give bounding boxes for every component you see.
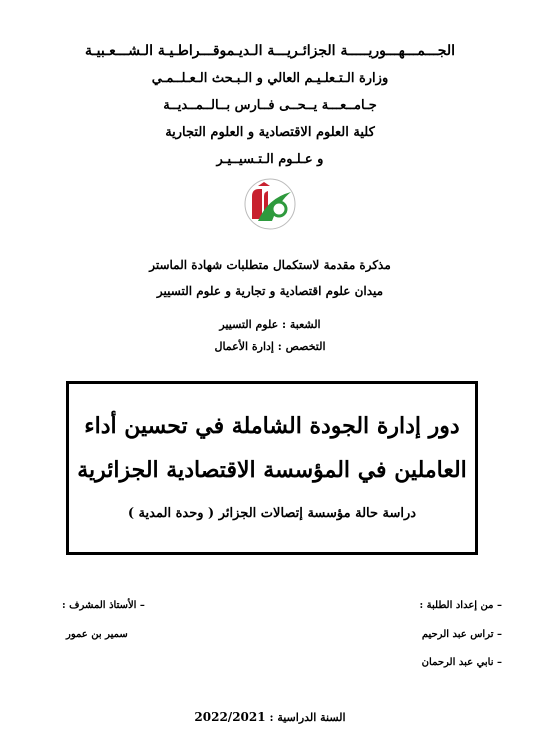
memo-branch: الشعبة : علوم التسيير — [219, 318, 321, 331]
academic-year-value: 2022/2021 — [194, 710, 266, 724]
memo-field: ميدان علوم اقتصادية و تجارية و علوم التسيير — [156, 284, 384, 298]
republic-line: الجـــمـــهـــوريـــــة الجزائـريـــة الـديـموقـــراطـيـة الـشـــعـبيـة — [85, 43, 455, 59]
memo-specialty: التخصص : إدارة الأعمال — [214, 340, 326, 353]
supervisor-name: سمير بن عمور — [66, 629, 128, 640]
ministry-line: وزارة الـتـعلـيـم العالي و الـبـحث الـعـلــمـي — [151, 71, 389, 86]
institution-header — [0, 38, 540, 173]
thesis-title-box — [66, 381, 478, 555]
thesis-title-line-2: العاملين في المؤسسة الاقتصادية الجزائرية — [77, 457, 467, 483]
supervisor-label: – الأستاذ المشرف : — [62, 600, 145, 611]
academic-year-label: السنة الدراسية : — [269, 711, 346, 724]
university-line: جـامــعـــة يــحــى فــارس بــالــمــديــة — [163, 98, 377, 113]
academic-year — [0, 710, 540, 724]
students-label: – من إعداد الطلبة : — [419, 600, 502, 611]
memo-purpose: مذكرة مقدمة لاستكمال متطلبات شهادة الماستر — [149, 258, 391, 272]
faculty-line: كلية العلوم الاقتصادية و العلوم التجارية — [165, 125, 375, 140]
faculty-line-continued: و عـلـوم الـتـسيــيـر — [216, 152, 324, 167]
university-logo-icon — [244, 178, 296, 230]
case-study-subtitle: دراسة حالة مؤسسة إتصالات الجزائر ( وحدة المدية ) — [127, 506, 417, 521]
thesis-title-line-1: دور إدارة الجودة الشاملة في تحسين أداء — [84, 413, 460, 439]
student-name-2: – نابي عبد الرحمان — [421, 657, 502, 668]
student-name-1: – تراس عبد الرحيم — [421, 629, 502, 640]
